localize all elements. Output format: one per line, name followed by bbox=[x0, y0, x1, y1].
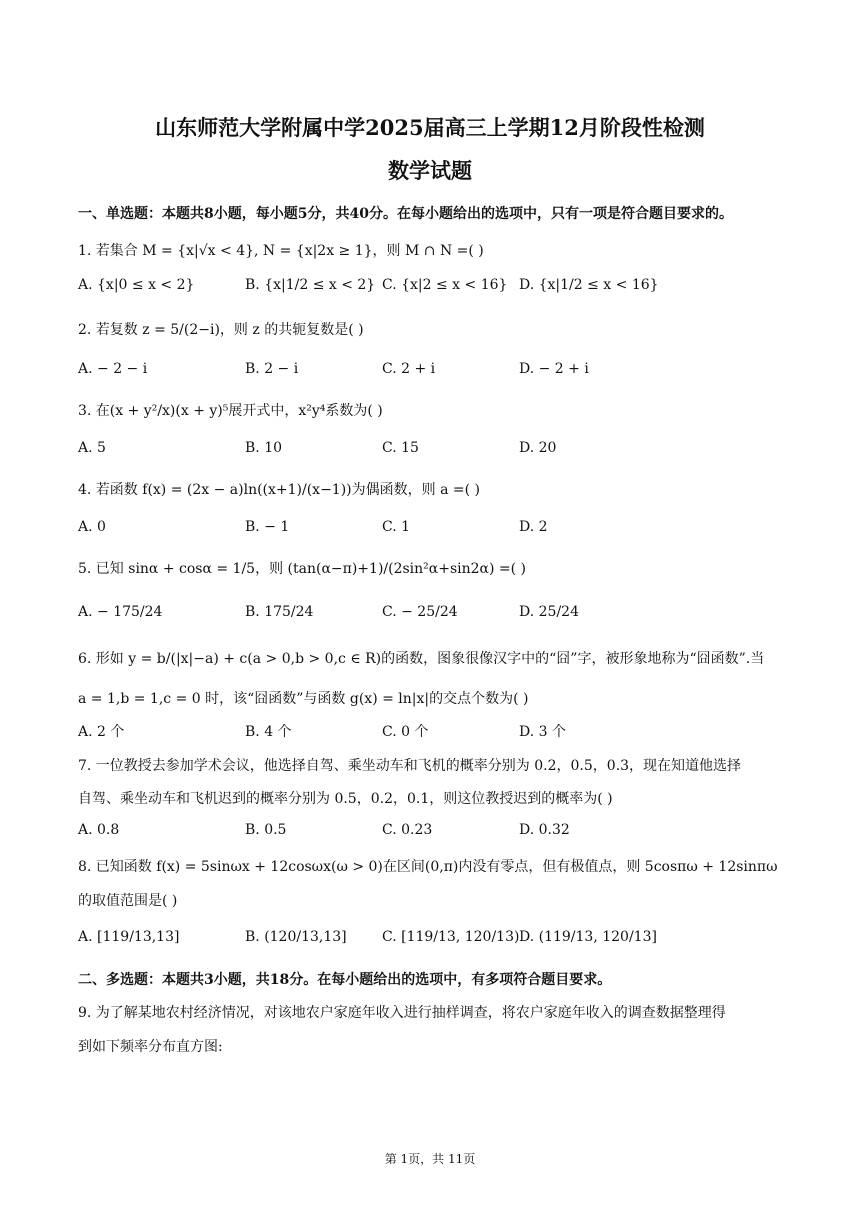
section-heading-single-choice: 一、单选题：本题共8小题，每小题5分，共40分。在每小题给出的选项中，只有一项是符合题目要求的。 bbox=[78, 206, 733, 222]
question-2-option-c: C. 2 + i bbox=[382, 361, 436, 377]
question-3-option-a: A. 5 bbox=[78, 440, 106, 456]
question-7-option-a: A. 0.8 bbox=[78, 822, 120, 838]
question-3-option-c: C. 15 bbox=[382, 440, 419, 456]
question-1-option-d: D. {x|1/2 ≤ x < 16} bbox=[519, 277, 659, 293]
question-6-option-b: B. 4 个 bbox=[245, 724, 292, 740]
question-5-option-d: D. 25/24 bbox=[519, 604, 579, 620]
question-4-option-d: D. 2 bbox=[519, 519, 548, 535]
question-8-option-a: A. [119/13,13] bbox=[78, 929, 180, 945]
question-4-option-b: B. − 1 bbox=[245, 519, 290, 535]
question-9-stem: 9. 为了解某地农村经济情况，对该地农户家庭年收入进行抽样调查，将农户家庭年收入的调查数据整理得 bbox=[78, 1005, 726, 1021]
question-6-option-d: D. 3 个 bbox=[519, 724, 566, 740]
question-4-stem: 4. 若函数 f(x) = (2x − a)ln((x+1)/(x−1))为偶函数，则 a =( ) bbox=[78, 482, 480, 498]
question-7-option-c: C. 0.23 bbox=[382, 822, 433, 838]
question-5-stem: 5. 已知 sinα + cosα = 1/5，则 (tan(α−π)+1)/(2sin²α+sin2α) =( ) bbox=[78, 561, 527, 577]
question-2-option-d: D. − 2 + i bbox=[519, 361, 589, 377]
question-2-option-a: A. − 2 − i bbox=[78, 361, 148, 377]
question-8-stem-continued: 的取值范围是( ) bbox=[78, 893, 178, 909]
question-3-stem: 3. 在(x + y²/x)(x + y)⁵展开式中，x²y⁴系数为( ) bbox=[78, 403, 383, 419]
question-8-option-c: C. [119/13, 120/13) bbox=[382, 929, 520, 945]
question-7-option-d: D. 0.32 bbox=[519, 822, 570, 838]
question-6-stem: 6. 形如 y = b/(|x|−a) + c(a > 0,b > 0,c ∈ R)的函数，图象很像汉字中的“囧”字，被形象地称为“囧函数”.当 bbox=[78, 651, 765, 667]
section-heading-multiple-choice: 二、多选题：本题共3小题，共18分。在每小题给出的选项中，有多项符合题目要求。 bbox=[78, 972, 612, 988]
question-5-option-a: A. − 175/24 bbox=[78, 604, 163, 620]
question-2-option-b: B. 2 − i bbox=[245, 361, 299, 377]
question-3-option-d: D. 20 bbox=[519, 440, 557, 456]
question-5-option-b: B. 175/24 bbox=[245, 604, 314, 620]
page-title: 山东师范大学附属中学2025届高三上学期12月阶段性检测 bbox=[155, 115, 705, 140]
question-4-option-a: A. 0 bbox=[78, 519, 106, 535]
question-6-stem-continued: a = 1,b = 1,c = 0 时，该“囧函数”与函数 g(x) = ln|x|的交点个数为( ) bbox=[78, 691, 529, 707]
question-8-stem: 8. 已知函数 f(x) = 5sinωx + 12cosωx(ω > 0)在区间(0,π)内没有零点，但有极值点，则 5cosπω + 12sinπω bbox=[78, 859, 778, 875]
question-2-stem: 2. 若复数 z = 5/(2−i)，则 z 的共轭复数是( ) bbox=[78, 322, 364, 338]
question-1-option-a: A. {x|0 ≤ x < 2} bbox=[78, 277, 195, 293]
question-5-option-c: C. − 25/24 bbox=[382, 604, 458, 620]
question-6-option-c: C. 0 个 bbox=[382, 724, 429, 740]
question-1-option-c: C. {x|2 ≤ x < 16} bbox=[382, 277, 508, 293]
question-7-stem: 7. 一位教授去参加学术会议，他选择自驾、乘坐动车和飞机的概率分别为 0.2，0.5，0.3，现在知道他选择 bbox=[78, 758, 742, 774]
question-8-option-b: B. (120/13,13] bbox=[245, 929, 347, 945]
question-4-option-c: C. 1 bbox=[382, 519, 411, 535]
question-9-stem-continued: 到如下频率分布直方图: bbox=[78, 1039, 223, 1055]
page-subtitle: 数学试题 bbox=[388, 158, 472, 183]
page-footer: 第 1页，共 11页 bbox=[384, 1152, 476, 1166]
question-7-option-b: B. 0.5 bbox=[245, 822, 287, 838]
question-8-option-d: D. (119/13, 120/13] bbox=[519, 929, 657, 945]
question-1-stem: 1. 若集合 M = {x|√x < 4}, N = {x|2x ≥ 1}，则 M ∩ N =( ) bbox=[78, 243, 484, 259]
question-1-option-b: B. {x|1/2 ≤ x < 2} bbox=[245, 277, 376, 293]
question-3-option-b: B. 10 bbox=[245, 440, 283, 456]
question-7-stem-continued: 自驾、乘坐动车和飞机迟到的概率分别为 0.5，0.2，0.1，则这位教授迟到的概率为( ) bbox=[78, 791, 613, 807]
question-6-option-a: A. 2 个 bbox=[78, 724, 125, 740]
